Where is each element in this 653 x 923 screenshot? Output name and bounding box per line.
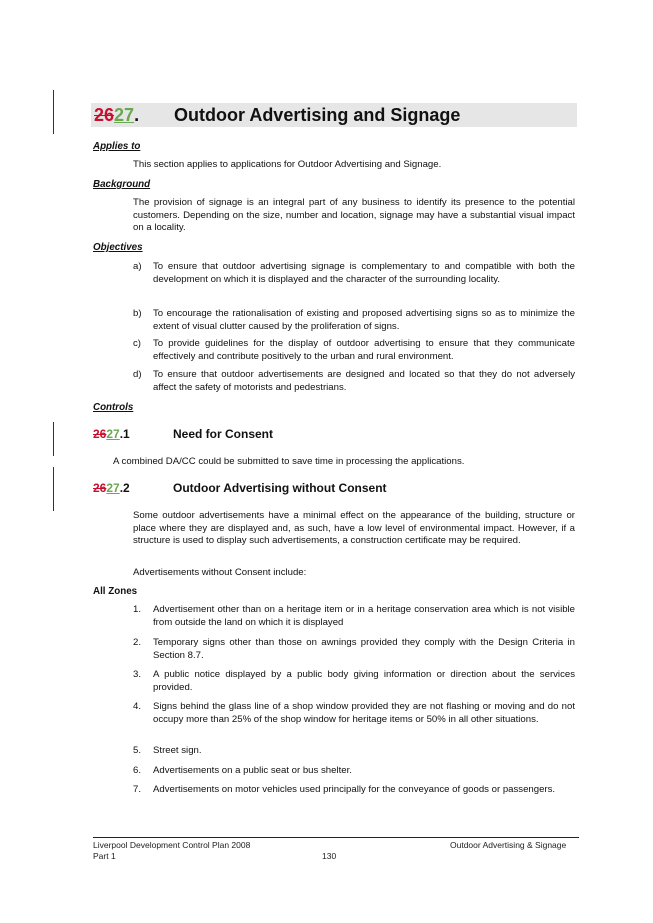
list-item <box>133 701 575 726</box>
number-suffix: . <box>134 104 140 125</box>
list-item-text: Advertisements on motor vehicles used principally for the conveyance of goods or passengers. <box>153 784 556 795</box>
subsection-title: Need for Consent <box>173 427 274 441</box>
list-item-text: To ensure that outdoor advertising signage is complementary to and compatible with both the development on which it is displayed and the character of the surrounding locality. <box>153 261 575 285</box>
section-title: Outdoor Advertising and Signage <box>174 104 461 125</box>
inserted-number: 27 <box>106 427 120 441</box>
list-item <box>133 669 575 694</box>
list-marker: 2. <box>133 637 142 648</box>
deleted-number: 26 <box>93 427 107 441</box>
list-marker: 7. <box>133 784 142 795</box>
list-item-text: Advertisements on a public seat or bus shelter. <box>153 765 352 776</box>
list-marker: b) <box>133 308 142 319</box>
list-item <box>133 784 575 797</box>
list-item <box>133 261 575 286</box>
list-item-text: To provide guidelines for the display of outdoor advertising to ensure that they communicate effectively and contribute positively to the urban and rural environment. <box>153 338 575 362</box>
list-item-text: Signs behind the glass line of a shop window provided they are not flashing or moving and do not occupy more than 25% of the shop window for heritage items or 50% in all other situations. <box>153 701 575 725</box>
list-marker: 6. <box>133 765 142 776</box>
all-zones-label: All Zones <box>93 586 138 597</box>
subsection-heading <box>93 482 583 498</box>
list-item-text: To ensure that outdoor advertisements are designed and located so that they do not adversely affect the safety of motorists and pedestrians. <box>153 369 575 393</box>
list-marker: c) <box>133 338 141 349</box>
list-item <box>133 765 575 778</box>
objectives-label: Objectives <box>93 242 143 253</box>
subsection-number <box>93 428 130 441</box>
number-suffix: .2 <box>119 481 130 495</box>
section-number <box>91 104 174 125</box>
list-item <box>133 604 575 629</box>
applies-to-text: This section applies to applications for Outdoor Advertising and Signage. <box>133 159 442 170</box>
footer-rule <box>93 837 579 838</box>
list-item <box>133 369 575 394</box>
controls-label: Controls <box>93 402 134 413</box>
without-consent-intro: Advertisements without Consent include: <box>133 567 307 578</box>
change-bar <box>53 467 54 511</box>
list-item-text: Advertisement other than on a heritage item or in a heritage conservation area which is not visible from outside the land on which it is displayed <box>153 604 575 628</box>
applies-to-label: Applies to <box>93 141 141 152</box>
list-item <box>133 745 575 758</box>
subsection-number <box>93 482 130 495</box>
list-item <box>133 308 575 333</box>
change-bar <box>53 422 54 456</box>
inserted-number: 27 <box>106 481 120 495</box>
subsection-heading <box>93 428 583 444</box>
list-marker: d) <box>133 369 142 380</box>
list-marker: 4. <box>133 701 142 712</box>
list-item-text: Temporary signs other than those on awnings provided they comply with the Design Criteria in Section 8.7. <box>153 637 575 661</box>
background-text: The provision of signage is an integral part of any business to identify its presence to the potential customers. Depending on the size, number and location, signage may have a substantial visual impact on a locality. <box>133 197 575 234</box>
list-item-text: Street sign. <box>153 745 202 756</box>
footer-part: Part 1 <box>93 851 116 861</box>
section-heading <box>91 103 577 127</box>
footer-page-number: 130 <box>322 851 337 861</box>
footer-document-title: Liverpool Development Control Plan 2008 <box>93 840 251 850</box>
number-suffix: .1 <box>119 427 130 441</box>
footer-section-title: Outdoor Advertising & Signage <box>450 840 567 850</box>
list-item-text: To encourage the rationalisation of existing and proposed advertising signs so as to minimize the extent of visual clutter caused by the proliferation of signs. <box>153 308 575 332</box>
background-label: Background <box>93 179 151 190</box>
need-for-consent-text: A combined DA/CC could be submitted to save time in processing the applications. <box>113 456 465 467</box>
list-marker: 1. <box>133 604 142 615</box>
inserted-number: 27 <box>114 104 135 125</box>
list-item-text: A public notice displayed by a public body giving information or direction about the services provided. <box>153 669 575 693</box>
list-marker: a) <box>133 261 142 272</box>
list-item <box>133 637 575 662</box>
list-marker: 5. <box>133 745 142 756</box>
change-bar <box>53 90 54 134</box>
deleted-number: 26 <box>93 481 107 495</box>
list-item <box>133 338 575 363</box>
list-marker: 3. <box>133 669 142 680</box>
subsection-title: Outdoor Advertising without Consent <box>173 481 387 495</box>
deleted-number: 26 <box>94 104 115 125</box>
without-consent-text: Some outdoor advertisements have a minimal effect on the appearance of the building, structure or place where they are displayed and, as such, have a low level of environmental impact. However, if a structure is used to display such advertisements, a construction certificate may be required. <box>133 510 575 547</box>
